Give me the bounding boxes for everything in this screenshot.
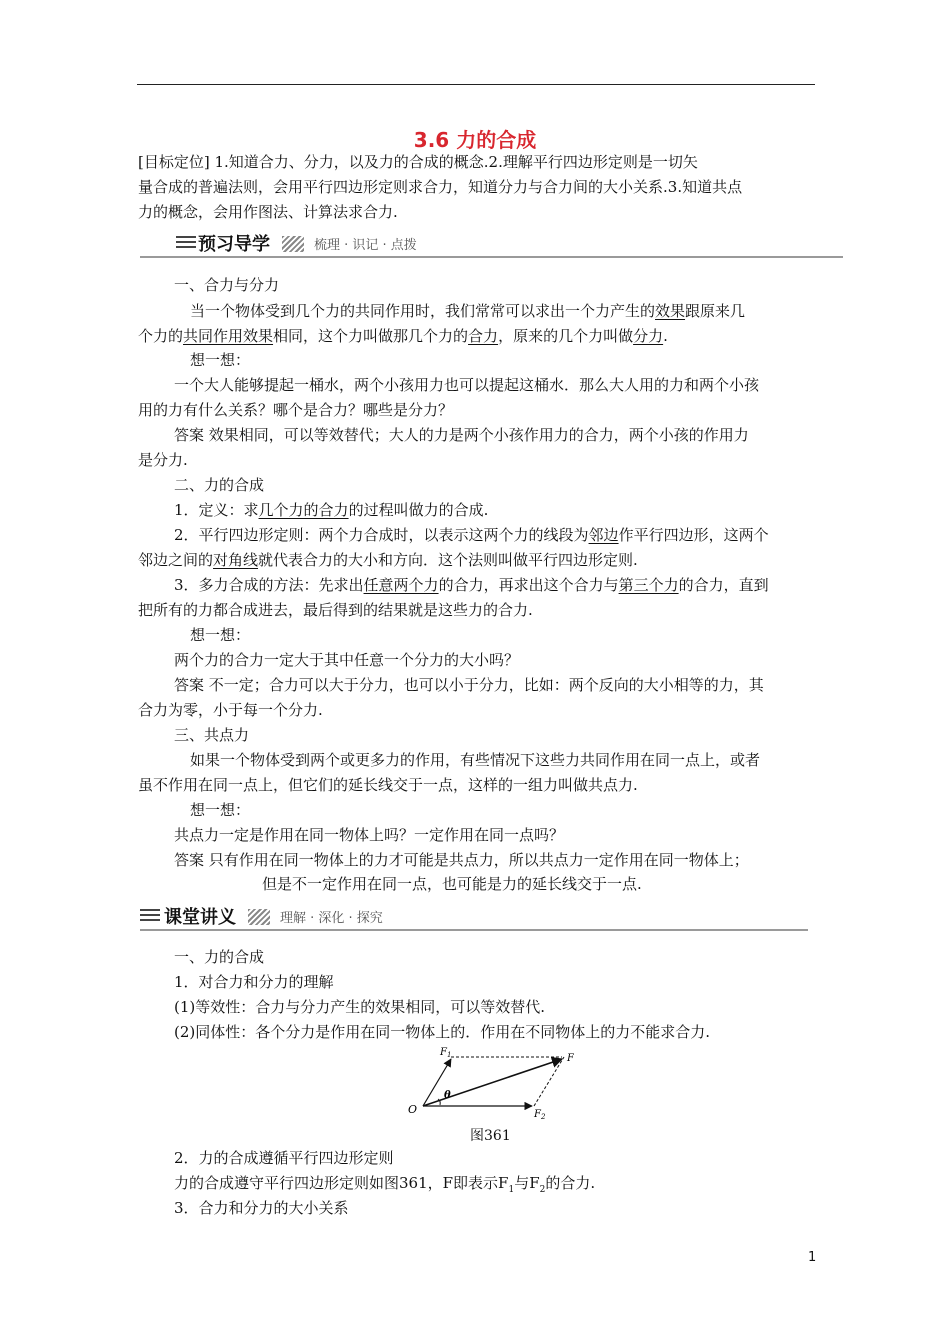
s3-answer-1: 答案 只有作用在同一物体上的力才可能是共点力，所以共点力一定作用在同一物体上；: [174, 851, 749, 869]
s2-definition: 1．定义：求几个力的合力的过程叫做力的合成.: [174, 501, 489, 519]
f2-label: $F_2$: [534, 1109, 546, 1121]
page-title: 3.6 力的合成: [413, 128, 537, 152]
s4-item-1a: (1)等效性：合力与分力产生的效果相同，可以等效替代.: [174, 998, 546, 1016]
s4-item-1: 1．对合力和分力的理解: [174, 973, 334, 991]
s1-question-2: 用的力有什么关系？哪个是合力？哪些是分力？: [138, 401, 454, 419]
s3-para-line-2: 虽不作用在同一点上，但它们的延长线交于一点，这样的一组力叫做共点力.: [138, 776, 638, 794]
s2-answer-2: 合力为零，小于每一个分力.: [138, 701, 323, 719]
s2-answer-1: 答案 不一定；合力可以大于分力，也可以小于分力，比如：两个反向的大小相等的力，其: [174, 676, 764, 694]
f-label: F: [567, 1053, 574, 1064]
objectives-line-1: [目标定位] 1.知道合力、分力，以及力的合成的概念.2.理解平行四边形定则是一切矢: [138, 153, 698, 171]
s2-heading: 二、力的合成: [174, 476, 265, 494]
s2-think: 想一想：: [190, 626, 251, 644]
s1-para-line-2: 个力的共同作用效果相同，这个力叫做那几个力的合力，原来的几个力叫做分力.: [138, 327, 668, 345]
header-hatch-icon: [248, 909, 270, 925]
header-lines-icon: [176, 236, 196, 250]
s4-item-1b: (2)同体性：各个分力是作用在同一物体上的．作用在不同物体上的力不能求合力.: [174, 1023, 711, 1041]
origin-label: O: [408, 1103, 418, 1116]
header-lines-icon: [140, 909, 160, 923]
s2-rule-line-2: 邻边之间的对角线就代表合力的大小和方向．这个法则叫做平行四边形定则.: [138, 551, 638, 569]
header-bar: [140, 929, 808, 931]
s1-answer-2: 是分力.: [138, 451, 188, 469]
s1-heading: 一、合力与分力: [174, 276, 280, 294]
dashed-right-side: [534, 1057, 564, 1106]
s3-answer-2: 但是不一定作用在同一点，也可能是力的延长线交于一点.: [262, 875, 642, 893]
s4-item-2: 2．力的合成遵循平行四边形定则: [174, 1149, 394, 1167]
s2-rule-line-1: 2．平行四边形定则：两个力合成时，以表示这两个力的线段为邻边作平行四边形，这两个: [174, 526, 769, 544]
s4-heading: 一、力的合成: [174, 948, 265, 966]
s2-method-line-1: 3．多力合成的方法：先求出任意两个力的合力，再求出这个合力与第三个力的合力，直到: [174, 576, 769, 594]
preview-subtitle: 梳理 · 识记 · 点拨: [314, 238, 417, 253]
lecture-heading: 课堂讲义: [164, 907, 236, 928]
header-bar: [140, 256, 843, 258]
s3-think: 想一想：: [190, 801, 251, 819]
s4-item-3: 3．合力和分力的大小关系: [174, 1199, 349, 1217]
s2-method-line-2: 把所有的力都合成进去，最后得到的结果就是这些力的合力.: [138, 601, 533, 619]
page-number: 1: [808, 1250, 817, 1265]
lecture-section-header: [140, 903, 843, 931]
objectives-line-2: 量合成的普遍法则，会用平行四边形定则求合力，知道分力与合力间的大小关系.3.知道共点: [138, 178, 743, 196]
s3-question-1: 共点力一定是作用在同一物体上吗？一定作用在同一点吗？: [174, 826, 565, 844]
objectives-line-3: 力的概念，会用作图法、计算法求合力.: [138, 203, 398, 221]
s1-question-1: 一个大人能够提起一桶水，两个小孩用力也可以提起这桶水．那么大人用的力和两个小孩: [174, 376, 760, 394]
s1-answer-1: 答案 效果相同，可以等效替代；大人的力是两个小孩作用力的合力，两个小孩的作用力: [174, 426, 749, 444]
header-hatch-icon: [282, 236, 304, 252]
figure-caption: 图361: [470, 1128, 511, 1144]
s3-para-line-1: 如果一个物体受到两个或更多力的作用，有些情况下这些力共同作用在同一点上，或者: [190, 751, 761, 769]
s3-heading: 三、共点力: [174, 726, 250, 744]
s1-think: 想一想：: [190, 351, 251, 369]
s2-question-1: 两个力的合力一定大于其中任意一个分力的大小吗？: [174, 651, 520, 669]
preview-section-header: [140, 230, 843, 258]
top-rule: [137, 84, 815, 85]
s1-para-line-1: 当一个物体受到几个力的共同作用时，我们常常可以求出一个力产生的效果跟原来几: [190, 302, 746, 320]
theta-label: θ: [444, 1090, 451, 1101]
s4-item-2-text: 力的合成遵守平行四边形定则如图361，F即表示$F_1$与$F_2$的合力.: [174, 1174, 596, 1195]
preview-heading: 预习导学: [198, 234, 270, 255]
lecture-subtitle: 理解 · 深化 · 探究: [280, 911, 383, 926]
f1-label: $F_1$: [440, 1047, 452, 1059]
force-parallelogram-figure: [404, 1043, 574, 1123]
